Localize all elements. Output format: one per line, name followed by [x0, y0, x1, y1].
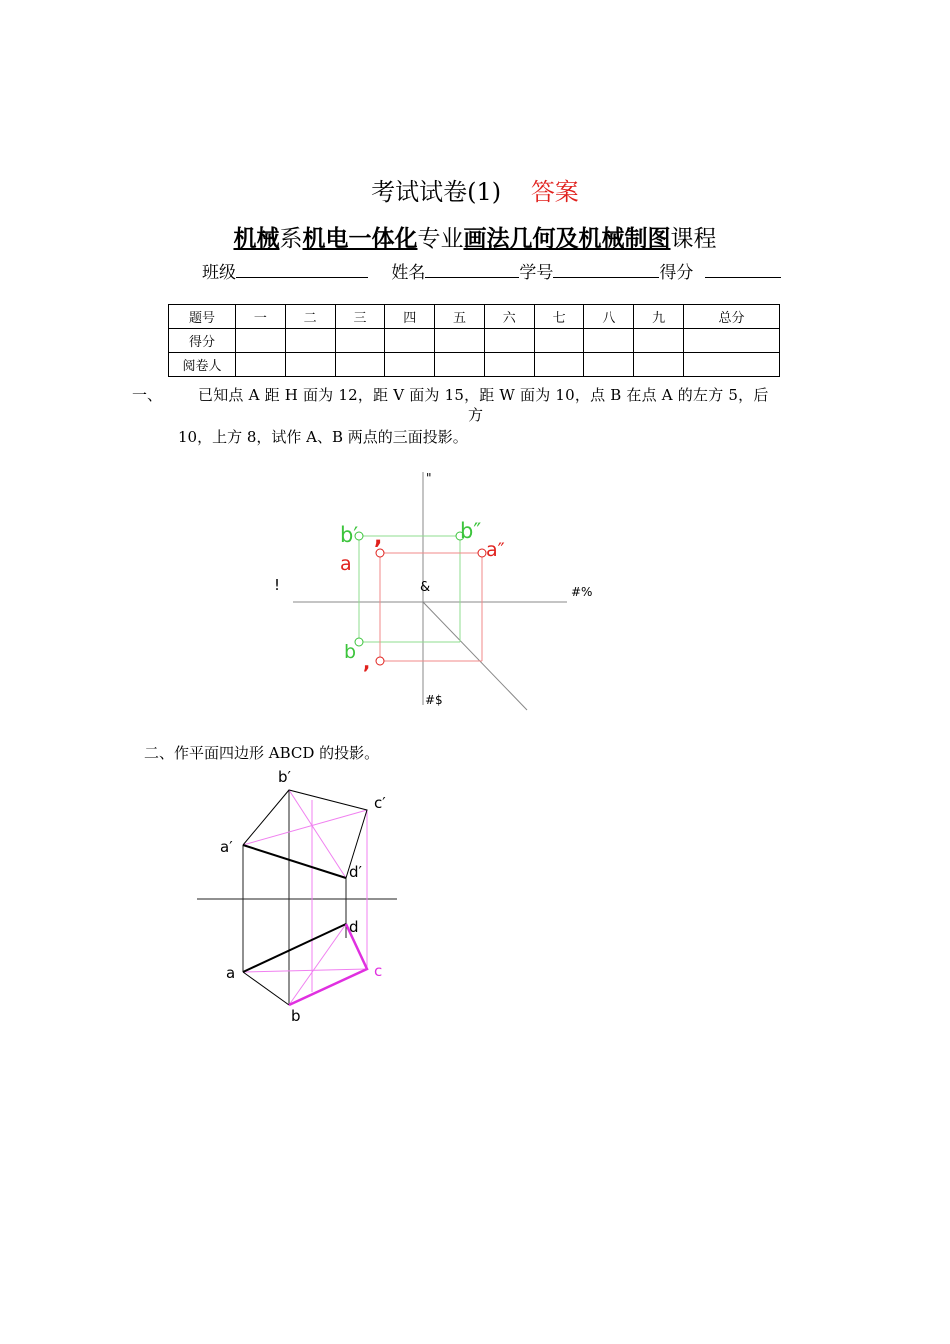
name-field[interactable]: [425, 261, 519, 278]
diagonal-bd-prime: [289, 790, 346, 878]
table-header-cell: 七: [534, 305, 584, 329]
table-header-cell: 总分: [684, 305, 780, 329]
three-view-projection-figure: [260, 460, 600, 720]
table-header-cell: 六: [484, 305, 534, 329]
score-cell[interactable]: [285, 329, 335, 353]
question1-line1: 已知点 A 距 H 面为 12，距 V 面为 15，距 W 面为 10，点 B 在点 A 的左方 5，后: [198, 386, 769, 404]
score-cell[interactable]: [335, 329, 385, 353]
grader-cell[interactable]: [484, 353, 534, 377]
student-info: [202, 258, 781, 283]
grader-cell[interactable]: [435, 353, 485, 377]
table-row: [169, 353, 780, 377]
score-cell[interactable]: [435, 329, 485, 353]
top-view-answer-bcd: [289, 924, 367, 1005]
table-header-cell: 一: [236, 305, 286, 329]
label-c: c: [374, 962, 383, 980]
score-cell[interactable]: [484, 329, 534, 353]
axis-label-x: !: [274, 576, 281, 594]
label-b-dprime: b″: [460, 519, 482, 543]
label-a-prime: a: [340, 553, 352, 575]
table-header-cell: 五: [435, 305, 485, 329]
score-field[interactable]: [705, 261, 781, 278]
axis-label-yw: #%: [571, 585, 593, 599]
table-header-cell: 二: [285, 305, 335, 329]
grader-cell[interactable]: [335, 353, 385, 377]
table-header-cell: 三: [335, 305, 385, 329]
question1-wrap: 方: [468, 406, 484, 424]
point-a-dprime: [478, 549, 486, 557]
front-view-ad: [243, 845, 346, 878]
label-d: d: [349, 918, 359, 936]
top-view-ad: [243, 924, 346, 972]
row-label: 阅卷人: [169, 353, 236, 377]
table-row: [169, 305, 780, 329]
label-a-dprime: a″: [486, 539, 505, 561]
label-a-mark: ,: [363, 652, 371, 674]
answer-label: 答案: [530, 178, 579, 206]
class-label: 班级: [202, 263, 236, 283]
label-a-prime: a′: [220, 838, 233, 856]
row-label: 得分: [169, 329, 236, 353]
label-a-prime-mark: ,: [374, 525, 383, 550]
course-seg-4: 专业: [417, 226, 464, 252]
course-seg-5: 画法几何及机械制图: [463, 225, 671, 252]
grader-cell[interactable]: [236, 353, 286, 377]
question1-line2: 10，上方 8，试作 A、B 两点的三面投影。: [178, 428, 468, 446]
axis-label-origin: &: [420, 580, 431, 595]
table-row: [169, 329, 780, 353]
grader-cell[interactable]: [634, 353, 684, 377]
score-cell[interactable]: [385, 329, 435, 353]
diagonal-ac: [243, 969, 367, 972]
point-a: [376, 657, 384, 665]
page-title: [0, 172, 950, 207]
axis-label-yh: #$: [425, 693, 443, 707]
grader-cell[interactable]: [285, 353, 335, 377]
course-seg-6: 课程: [670, 226, 717, 252]
grader-cell[interactable]: [385, 353, 435, 377]
top-view-ab: [243, 972, 289, 1005]
score-cell[interactable]: [584, 329, 634, 353]
student-no-field[interactable]: [553, 261, 659, 278]
score-cell[interactable]: [634, 329, 684, 353]
class-field[interactable]: [236, 261, 368, 278]
question1-number: 一、: [132, 386, 163, 404]
table-header-cell: 题号: [169, 305, 236, 329]
score-table: [168, 304, 780, 377]
label-b: b: [291, 1007, 301, 1025]
score-cell[interactable]: [684, 329, 780, 353]
label-c-prime: c′: [374, 794, 386, 812]
label-b-prime: b′: [340, 523, 359, 547]
grader-cell[interactable]: [584, 353, 634, 377]
grader-cell[interactable]: [684, 353, 780, 377]
label-d-prime: d′: [349, 863, 362, 881]
course-seg-1: 机械: [233, 225, 280, 252]
score-cell[interactable]: [534, 329, 584, 353]
point-b: [355, 638, 363, 646]
label-a: a: [226, 964, 236, 982]
student-no-label: 学号: [519, 263, 554, 283]
name-label: 姓名: [391, 263, 426, 283]
table-header-cell: 九: [634, 305, 684, 329]
exam-title: 考试试卷(1): [371, 178, 502, 206]
quadrilateral-projection-figure: [190, 760, 410, 1030]
course-line: [0, 220, 950, 253]
point-a-prime: [376, 549, 384, 557]
course-seg-2: 系: [279, 226, 303, 252]
table-header-cell: 四: [385, 305, 435, 329]
label-b-prime: b′: [278, 768, 291, 786]
score-cell[interactable]: [236, 329, 286, 353]
grader-cell[interactable]: [534, 353, 584, 377]
axis-label-z: ": [426, 471, 432, 485]
table-header-cell: 八: [584, 305, 634, 329]
course-seg-3: 机电一体化: [302, 225, 418, 252]
score-label: 得分: [659, 263, 694, 283]
question2-text: 二、作平面四边形 ABCD 的投影。: [144, 744, 380, 762]
label-b: b: [344, 641, 357, 663]
